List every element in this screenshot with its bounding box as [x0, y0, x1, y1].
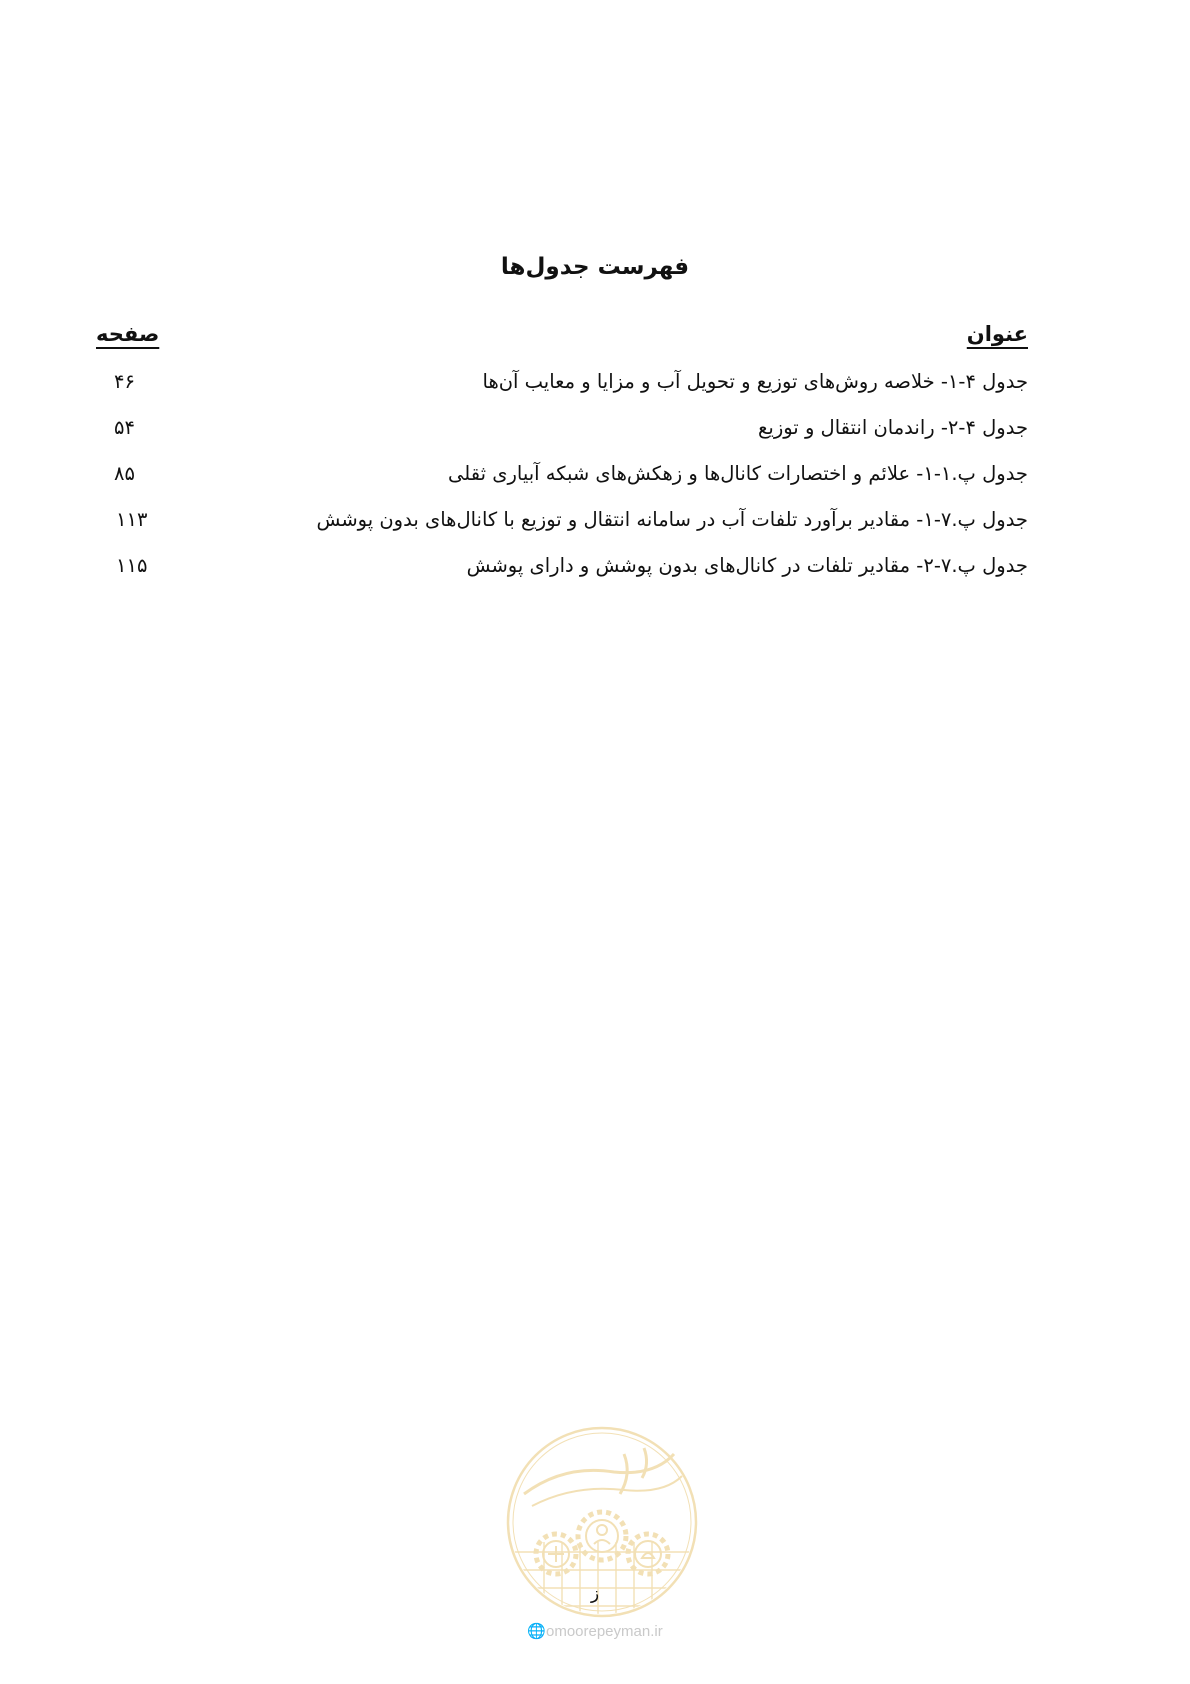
- toc-entry-page: ۱۱۳: [116, 508, 148, 531]
- toc-entry-title: جدول پ.۱-۱- علائم و اختصارات کانال‌ها و زهکش‌های شبکه آبیاری ثقلی: [448, 462, 1028, 485]
- toc-entry[interactable]: [96, 366, 1028, 412]
- toc-entry-page: ۸۵: [114, 462, 135, 485]
- toc-entry[interactable]: [96, 412, 1028, 458]
- toc-entry[interactable]: [96, 550, 1028, 596]
- globe-icon: 🌐: [527, 1623, 546, 1640]
- toc-entry-title: جدول ۴-۲- راندمان انتقال و توزیع: [758, 416, 1028, 439]
- toc-entry[interactable]: [96, 504, 1028, 550]
- watermark-website: 🌐omoorepeyman.ir: [527, 1623, 663, 1640]
- toc-entry-title: جدول پ.۷-۲- مقادیر تلفات در کانال‌های بدون پوشش و دارای پوشش: [466, 554, 1028, 577]
- toc-entry[interactable]: [96, 458, 1028, 504]
- title-column-header: عنوان: [966, 322, 1028, 346]
- toc-entry-title: جدول ۴-۱- خلاصه روش‌های توزیع و تحویل آب و مزایا و معایب آن‌ها: [482, 370, 1028, 393]
- page-title: فهرست جدول‌ها: [500, 254, 690, 280]
- toc-entry-title: جدول پ.۷-۱- مقادیر برآورد تلفات آب در سامانه انتقال و توزیع با کانال‌های بدون پوشش: [316, 508, 1028, 531]
- toc-entry-page: ۱۱۵: [116, 554, 148, 577]
- page-column-header: صفحه: [96, 322, 160, 346]
- table-of-contents: [96, 366, 1028, 596]
- page-number: ز: [590, 1584, 600, 1604]
- toc-entry-page: ۵۴: [114, 416, 135, 439]
- toc-entry-page: ۴۶: [114, 370, 135, 393]
